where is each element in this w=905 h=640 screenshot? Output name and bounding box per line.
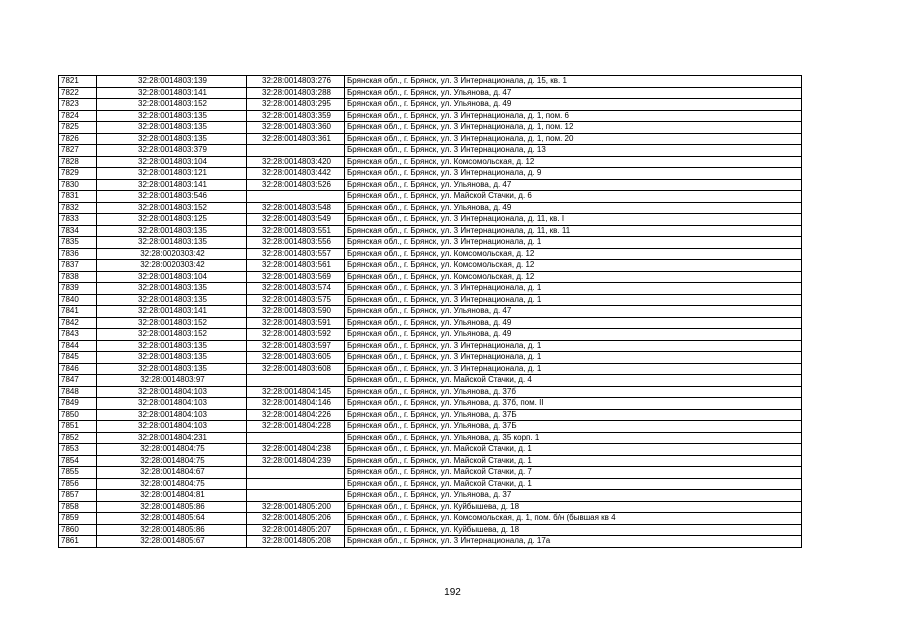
table-row	[59, 225, 802, 237]
row-number-cell: 7860	[59, 524, 97, 536]
object-cadastral-number-cell: 32:28:0014803:361	[247, 133, 345, 145]
object-cadastral-number-cell: 32:28:0014803:276	[247, 76, 345, 88]
table-row	[59, 490, 802, 502]
row-number-cell: 7848	[59, 386, 97, 398]
land-cadastral-number-cell: 32:28:0014803:152	[97, 317, 247, 329]
table-row	[59, 168, 802, 180]
table-row	[59, 122, 802, 134]
object-cadastral-number-cell: 32:28:0014803:548	[247, 202, 345, 214]
table-row	[59, 363, 802, 375]
table-row	[59, 455, 802, 467]
object-cadastral-number-cell	[247, 432, 345, 444]
address-cell: Брянская обл., г. Брянск, ул. Ульянова, д. 49	[345, 329, 802, 341]
address-cell: Брянская обл., г. Брянск, ул. 3 Интернационала, д. 9	[345, 168, 802, 180]
object-cadastral-number-cell: 32:28:0014803:608	[247, 363, 345, 375]
table-row	[59, 478, 802, 490]
object-cadastral-number-cell: 32:28:0014804:226	[247, 409, 345, 421]
land-cadastral-number-cell: 32:28:0020303:42	[97, 248, 247, 260]
row-number-cell: 7852	[59, 432, 97, 444]
object-cadastral-number-cell: 32:28:0014803:591	[247, 317, 345, 329]
row-number-cell: 7831	[59, 191, 97, 203]
row-number-cell: 7857	[59, 490, 97, 502]
table-row	[59, 536, 802, 548]
object-cadastral-number-cell: 32:28:0014803:442	[247, 168, 345, 180]
row-number-cell: 7823	[59, 99, 97, 111]
table-row	[59, 145, 802, 157]
object-cadastral-number-cell: 32:28:0014803:551	[247, 225, 345, 237]
land-cadastral-number-cell: 32:28:0014803:141	[97, 306, 247, 318]
row-number-cell: 7826	[59, 133, 97, 145]
address-cell: Брянская обл., г. Брянск, ул. 3 Интернационала, д. 1	[345, 294, 802, 306]
object-cadastral-number-cell: 32:28:0014804:145	[247, 386, 345, 398]
land-cadastral-number-cell: 32:28:0014803:379	[97, 145, 247, 157]
land-cadastral-number-cell: 32:28:0014804:231	[97, 432, 247, 444]
table-row	[59, 386, 802, 398]
land-cadastral-number-cell: 32:28:0014805:86	[97, 501, 247, 513]
object-cadastral-number-cell: 32:28:0014803:605	[247, 352, 345, 364]
land-cadastral-number-cell: 32:28:0014803:135	[97, 237, 247, 249]
land-cadastral-number-cell: 32:28:0014804:75	[97, 478, 247, 490]
land-cadastral-number-cell: 32:28:0014805:64	[97, 513, 247, 525]
address-cell: Брянская обл., г. Брянск, ул. 3 Интернационала, д. 11, кв. 11	[345, 225, 802, 237]
address-cell: Брянская обл., г. Брянск, ул. Куйбышева, д. 18	[345, 524, 802, 536]
row-number-cell: 7829	[59, 168, 97, 180]
land-cadastral-number-cell: 32:28:0014803:121	[97, 168, 247, 180]
row-number-cell: 7856	[59, 478, 97, 490]
address-cell: Брянская обл., г. Брянск, ул. Ульянова, д. 49	[345, 99, 802, 111]
land-cadastral-number-cell: 32:28:0014804:103	[97, 409, 247, 421]
row-number-cell: 7832	[59, 202, 97, 214]
object-cadastral-number-cell: 32:28:0014803:592	[247, 329, 345, 341]
table-row	[59, 99, 802, 111]
row-number-cell: 7837	[59, 260, 97, 272]
object-cadastral-number-cell: 32:28:0014803:569	[247, 271, 345, 283]
address-cell: Брянская обл., г. Брянск, ул. Ульянова, д. 47	[345, 306, 802, 318]
address-cell: Брянская обл., г. Брянск, ул. Ульянова, д. 35 корп. 1	[345, 432, 802, 444]
object-cadastral-number-cell: 32:28:0014803:590	[247, 306, 345, 318]
land-cadastral-number-cell: 32:28:0014803:152	[97, 329, 247, 341]
table-row	[59, 467, 802, 479]
row-number-cell: 7830	[59, 179, 97, 191]
land-cadastral-number-cell: 32:28:0014804:103	[97, 421, 247, 433]
land-cadastral-number-cell: 32:28:0014803:141	[97, 179, 247, 191]
row-number-cell: 7850	[59, 409, 97, 421]
object-cadastral-number-cell: 32:28:0014803:597	[247, 340, 345, 352]
table-row	[59, 375, 802, 387]
address-cell: Брянская обл., г. Брянск, ул. 3 Интернационала, д. 13	[345, 145, 802, 157]
object-cadastral-number-cell: 32:28:0014804:239	[247, 455, 345, 467]
land-cadastral-number-cell: 32:28:0014803:135	[97, 110, 247, 122]
address-cell: Брянская обл., г. Брянск, ул. 3 Интернационала, д. 1	[345, 363, 802, 375]
table-row	[59, 191, 802, 203]
table-row	[59, 513, 802, 525]
row-number-cell: 7827	[59, 145, 97, 157]
table-row	[59, 76, 802, 88]
land-cadastral-number-cell: 32:28:0014803:135	[97, 294, 247, 306]
object-cadastral-number-cell: 32:28:0014805:206	[247, 513, 345, 525]
row-number-cell: 7851	[59, 421, 97, 433]
address-cell: Брянская обл., г. Брянск, ул. Ульянова, д. 37	[345, 490, 802, 502]
row-number-cell: 7840	[59, 294, 97, 306]
land-cadastral-number-cell: 32:28:0014803:97	[97, 375, 247, 387]
object-cadastral-number-cell: 32:28:0014804:228	[247, 421, 345, 433]
land-cadastral-number-cell: 32:28:0020303:42	[97, 260, 247, 272]
table-row	[59, 329, 802, 341]
land-cadastral-number-cell: 32:28:0014803:152	[97, 202, 247, 214]
table-row	[59, 317, 802, 329]
object-cadastral-number-cell: 32:28:0014804:238	[247, 444, 345, 456]
table-row	[59, 340, 802, 352]
address-cell: Брянская обл., г. Брянск, ул. 3 Интернационала, д. 1, пом. 6	[345, 110, 802, 122]
object-cadastral-number-cell	[247, 375, 345, 387]
land-cadastral-number-cell: 32:28:0014803:135	[97, 122, 247, 134]
land-cadastral-number-cell: 32:28:0014803:139	[97, 76, 247, 88]
address-cell: Брянская обл., г. Брянск, ул. Комсомольская, д. 12	[345, 248, 802, 260]
row-number-cell: 7844	[59, 340, 97, 352]
table-row	[59, 352, 802, 364]
row-number-cell: 7842	[59, 317, 97, 329]
address-cell: Брянская обл., г. Брянск, ул. 3 Интернационала, д. 1	[345, 283, 802, 295]
address-cell: Брянская обл., г. Брянск, ул. 3 Интернационала, д. 17а	[345, 536, 802, 548]
row-number-cell: 7839	[59, 283, 97, 295]
address-cell: Брянская обл., г. Брянск, ул. Ульянова, д. 37б	[345, 386, 802, 398]
row-number-cell: 7843	[59, 329, 97, 341]
address-cell: Брянская обл., г. Брянск, ул. Комсомольская, д. 12	[345, 156, 802, 168]
address-cell: Брянская обл., г. Брянск, ул. 3 Интернационала, д. 11, кв. I	[345, 214, 802, 226]
land-cadastral-number-cell: 32:28:0014803:135	[97, 283, 247, 295]
object-cadastral-number-cell: 32:28:0014803:360	[247, 122, 345, 134]
address-cell: Брянская обл., г. Брянск, ул. Куйбышева, д. 18	[345, 501, 802, 513]
table-row	[59, 409, 802, 421]
row-number-cell: 7841	[59, 306, 97, 318]
land-cadastral-number-cell: 32:28:0014803:135	[97, 225, 247, 237]
object-cadastral-number-cell	[247, 145, 345, 157]
address-cell: Брянская обл., г. Брянск, ул. Майской Стачки, д. 7	[345, 467, 802, 479]
page-number: 192	[444, 587, 461, 598]
object-cadastral-number-cell: 32:28:0014803:561	[247, 260, 345, 272]
row-number-cell: 7821	[59, 76, 97, 88]
row-number-cell: 7838	[59, 271, 97, 283]
address-cell: Брянская обл., г. Брянск, ул. Майской Стачки, д. 1	[345, 478, 802, 490]
row-number-cell: 7834	[59, 225, 97, 237]
object-cadastral-number-cell: 32:28:0014805:208	[247, 536, 345, 548]
address-cell: Брянская обл., г. Брянск, ул. 3 Интернационала, д. 1	[345, 237, 802, 249]
address-cell: Брянская обл., г. Брянск, ул. Ульянова, д. 37Б	[345, 409, 802, 421]
table-row	[59, 294, 802, 306]
table-row	[59, 156, 802, 168]
object-cadastral-number-cell: 32:28:0014803:557	[247, 248, 345, 260]
land-cadastral-number-cell: 32:28:0014804:103	[97, 398, 247, 410]
land-cadastral-number-cell: 32:28:0014804:103	[97, 386, 247, 398]
object-cadastral-number-cell: 32:28:0014803:288	[247, 87, 345, 99]
object-cadastral-number-cell: 32:28:0014803:295	[247, 99, 345, 111]
land-cadastral-number-cell: 32:28:0014805:67	[97, 536, 247, 548]
address-cell: Брянская обл., г. Брянск, ул. Майской Стачки, д. 1	[345, 444, 802, 456]
row-number-cell: 7847	[59, 375, 97, 387]
address-cell: Брянская обл., г. Брянск, ул. Майской Стачки, д. 4	[345, 375, 802, 387]
land-cadastral-number-cell: 32:28:0014803:125	[97, 214, 247, 226]
object-cadastral-number-cell: 32:28:0014803:574	[247, 283, 345, 295]
table-row	[59, 398, 802, 410]
object-cadastral-number-cell	[247, 467, 345, 479]
address-cell: Брянская обл., г. Брянск, ул. Ульянова, д. 47	[345, 179, 802, 191]
table-row	[59, 432, 802, 444]
address-cell: Брянская обл., г. Брянск, ул. Майской Стачки, д. 6	[345, 191, 802, 203]
land-cadastral-number-cell: 32:28:0014804:81	[97, 490, 247, 502]
table-row	[59, 501, 802, 513]
table-row	[59, 87, 802, 99]
row-number-cell: 7846	[59, 363, 97, 375]
row-number-cell: 7822	[59, 87, 97, 99]
land-cadastral-number-cell: 32:28:0014803:141	[97, 87, 247, 99]
object-cadastral-number-cell: 32:28:0014805:200	[247, 501, 345, 513]
table-row	[59, 524, 802, 536]
row-number-cell: 7853	[59, 444, 97, 456]
address-cell: Брянская обл., г. Брянск, ул. Ульянова, д. 47	[345, 87, 802, 99]
row-number-cell: 7845	[59, 352, 97, 364]
land-cadastral-number-cell: 32:28:0014804:75	[97, 444, 247, 456]
table-row	[59, 421, 802, 433]
object-cadastral-number-cell: 32:28:0014803:526	[247, 179, 345, 191]
object-cadastral-number-cell	[247, 191, 345, 203]
address-cell: Брянская обл., г. Брянск, ул. 3 Интернационала, д. 1, пом. 12	[345, 122, 802, 134]
object-cadastral-number-cell: 32:28:0014803:575	[247, 294, 345, 306]
land-cadastral-number-cell: 32:28:0014803:135	[97, 133, 247, 145]
land-cadastral-number-cell: 32:28:0014805:86	[97, 524, 247, 536]
address-cell: Брянская обл., г. Брянск, ул. 3 Интернационала, д. 15, кв. 1	[345, 76, 802, 88]
row-number-cell: 7861	[59, 536, 97, 548]
land-cadastral-number-cell: 32:28:0014803:135	[97, 363, 247, 375]
address-cell: Брянская обл., г. Брянск, ул. 3 Интернационала, д. 1	[345, 340, 802, 352]
object-cadastral-number-cell: 32:28:0014803:556	[247, 237, 345, 249]
table-row	[59, 260, 802, 272]
address-cell: Брянская обл., г. Брянск, ул. Ульянова, д. 49	[345, 202, 802, 214]
table-row	[59, 444, 802, 456]
object-cadastral-number-cell	[247, 478, 345, 490]
object-cadastral-number-cell: 32:28:0014805:207	[247, 524, 345, 536]
table-row	[59, 237, 802, 249]
address-cell: Брянская обл., г. Брянск, ул. Комсомольская, д. 12	[345, 260, 802, 272]
table-row	[59, 179, 802, 191]
row-number-cell: 7858	[59, 501, 97, 513]
land-cadastral-number-cell: 32:28:0014803:546	[97, 191, 247, 203]
object-cadastral-number-cell: 32:28:0014803:359	[247, 110, 345, 122]
address-cell: Брянская обл., г. Брянск, ул. Ульянова, д. 37б, пом. II	[345, 398, 802, 410]
table-row	[59, 306, 802, 318]
table-row	[59, 283, 802, 295]
property-register-table	[58, 75, 802, 548]
row-number-cell: 7859	[59, 513, 97, 525]
object-cadastral-number-cell: 32:28:0014803:549	[247, 214, 345, 226]
row-number-cell: 7828	[59, 156, 97, 168]
table-row	[59, 202, 802, 214]
object-cadastral-number-cell: 32:28:0014804:146	[247, 398, 345, 410]
address-cell: Брянская обл., г. Брянск, ул. Ульянова, д. 37Б	[345, 421, 802, 433]
land-cadastral-number-cell: 32:28:0014803:104	[97, 156, 247, 168]
row-number-cell: 7854	[59, 455, 97, 467]
address-cell: Брянская обл., г. Брянск, ул. Комсомольская, д. 1, пом. б/н (бывшая кв 4	[345, 513, 802, 525]
address-cell: Брянская обл., г. Брянск, ул. Ульянова, д. 49	[345, 317, 802, 329]
address-cell: Брянская обл., г. Брянск, ул. Комсомольская, д. 12	[345, 271, 802, 283]
row-number-cell: 7849	[59, 398, 97, 410]
land-cadastral-number-cell: 32:28:0014803:135	[97, 352, 247, 364]
address-cell: Брянская обл., г. Брянск, ул. 3 Интернационала, д. 1	[345, 352, 802, 364]
address-cell: Брянская обл., г. Брянск, ул. Майской Стачки, д. 1	[345, 455, 802, 467]
object-cadastral-number-cell	[247, 490, 345, 502]
object-cadastral-number-cell: 32:28:0014803:420	[247, 156, 345, 168]
row-number-cell: 7824	[59, 110, 97, 122]
row-number-cell: 7836	[59, 248, 97, 260]
table-row	[59, 214, 802, 226]
land-cadastral-number-cell: 32:28:0014804:67	[97, 467, 247, 479]
table-row	[59, 133, 802, 145]
table-row	[59, 248, 802, 260]
table-row	[59, 271, 802, 283]
register-table-body	[59, 76, 802, 548]
land-cadastral-number-cell: 32:28:0014803:135	[97, 340, 247, 352]
land-cadastral-number-cell: 32:28:0014804:75	[97, 455, 247, 467]
row-number-cell: 7855	[59, 467, 97, 479]
row-number-cell: 7833	[59, 214, 97, 226]
table-row	[59, 110, 802, 122]
address-cell: Брянская обл., г. Брянск, ул. 3 Интернационала, д. 1, пом. 20	[345, 133, 802, 145]
land-cadastral-number-cell: 32:28:0014803:104	[97, 271, 247, 283]
row-number-cell: 7825	[59, 122, 97, 134]
row-number-cell: 7835	[59, 237, 97, 249]
land-cadastral-number-cell: 32:28:0014803:152	[97, 99, 247, 111]
